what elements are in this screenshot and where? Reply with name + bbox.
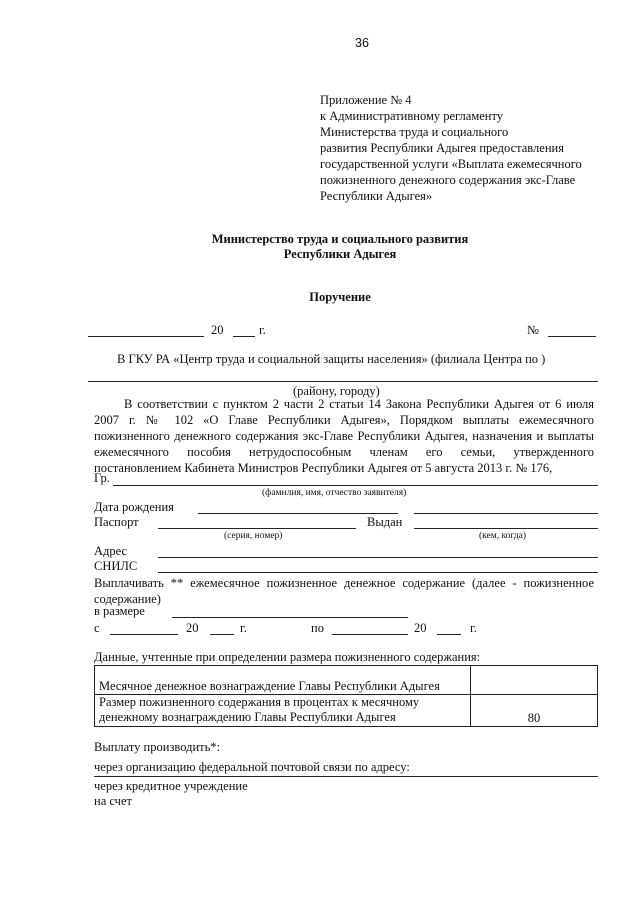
period-from-label: с — [94, 621, 100, 635]
period-to-year-line[interactable] — [437, 634, 461, 635]
period-from-line[interactable] — [110, 634, 178, 635]
snils-label: СНИЛС — [94, 559, 138, 573]
date-day-month-line[interactable] — [88, 336, 204, 337]
table-cell-value[interactable] — [471, 666, 598, 695]
appendix-line: Министерства труда и социального — [320, 125, 509, 139]
passport-issued-line[interactable] — [414, 528, 598, 529]
district-line[interactable] — [88, 381, 598, 382]
passport-caption: (серия, номер) — [224, 531, 283, 541]
payout-title: Выплату производить*: — [94, 740, 221, 754]
snils-line[interactable] — [158, 572, 598, 573]
appendix-line: пожизненного денежного содержания экс-Главе — [320, 173, 576, 187]
birth-date-extra-line[interactable] — [414, 513, 598, 514]
page-number: 36 — [355, 36, 369, 50]
appendix-line: государственной услуги «Выплата ежемесячного — [320, 157, 582, 171]
period-to-line[interactable] — [332, 634, 408, 635]
passport-number-line[interactable] — [158, 528, 356, 529]
citizen-caption: (фамилия, имя, отчество заявителя) — [262, 488, 407, 498]
document-number-line[interactable] — [548, 336, 596, 337]
citizen-label: Гр. — [94, 471, 110, 485]
payout-bank-line1: через кредитное учреждение — [94, 779, 248, 793]
appendix-line: к Административному регламенту — [320, 109, 504, 123]
post-address-line[interactable] — [94, 776, 598, 777]
citizen-name-line[interactable] — [113, 485, 598, 486]
table-cell-label: Размер пожизненного содержания в процентах к месячному денежному вознаграждению Главы Республики Адыгея — [95, 695, 471, 727]
basis-text: В соответствии с пунктом 2 части 2 статьи 14 Закона Республики Адыгея от 6 июля 2007 г. № 102 «О Главе Республики Адыгея», Порядком выплаты ежемесячного пожизненного денежного содержания экс-Главе Республики Адыгея, назначения и выплаты ежемесячного пособия нетрудоспособным членам его семьи, утвержденного постановлением Кабинета Министров Республики Адыгея от 5 августа 2013 г. № 176, — [94, 397, 594, 475]
table-row — [95, 666, 598, 695]
passport-label: Паспорт — [94, 515, 139, 529]
birth-date-line[interactable] — [198, 513, 398, 514]
period-from-year-suffix: г. — [240, 621, 247, 635]
table-row — [95, 695, 598, 727]
date-year-line[interactable] — [233, 336, 255, 337]
appendix-line: Приложение № 4 — [320, 93, 412, 107]
appendix-line: развития Республики Адыгея предоставления — [320, 141, 564, 155]
data-table — [94, 665, 598, 727]
payout-post-line: через организацию федеральной почтовой связи по адресу: — [94, 760, 410, 774]
address-line[interactable] — [158, 557, 598, 558]
number-sign: № — [527, 323, 539, 337]
basis-paragraph — [94, 396, 594, 476]
period-to-label: по — [311, 621, 324, 635]
data-table-caption: Данные, учтенные при определении размера пожизненного содержания: — [94, 650, 481, 664]
ministry-title-line2: Республики Адыгея — [283, 247, 397, 261]
appendix-line: Республики Адыгея» — [320, 189, 433, 203]
payment-paragraph — [94, 575, 594, 607]
period-to-year-prefix: 20 — [414, 621, 427, 635]
table-cell-value[interactable]: 80 — [471, 695, 598, 727]
district-caption: (району, городу) — [293, 384, 380, 398]
period-to-year-suffix: г. — [470, 621, 477, 635]
amount-line[interactable] — [172, 617, 408, 618]
period-from-year-prefix: 20 — [186, 621, 199, 635]
amount-label: в размере — [94, 604, 145, 618]
issued-caption: (кем, когда) — [479, 531, 527, 541]
issued-label: Выдан — [367, 515, 403, 529]
date-year-prefix: 20 — [211, 323, 224, 337]
address-label: Адрес — [94, 544, 128, 558]
payment-text: Выплачивать ** ежемесячное пожизненное денежное содержание (далее - пожизненное содержание) — [94, 576, 594, 606]
appendix-block — [320, 92, 582, 204]
payout-bank-line2: на счет — [94, 794, 132, 808]
period-from-year-line[interactable] — [210, 634, 234, 635]
addressee-line: В ГКУ РА «Центр труда и социальной защиты населения» (филиала Центра по ) — [117, 352, 546, 366]
ministry-title-line1: Министерство труда и социального развития — [211, 232, 469, 246]
date-year-suffix: г. — [259, 323, 266, 337]
table-cell-label: Месячное денежное вознаграждение Главы Республики Адыгея — [95, 666, 471, 695]
birth-date-label: Дата рождения — [94, 500, 174, 514]
document-title: Поручение — [309, 290, 371, 304]
